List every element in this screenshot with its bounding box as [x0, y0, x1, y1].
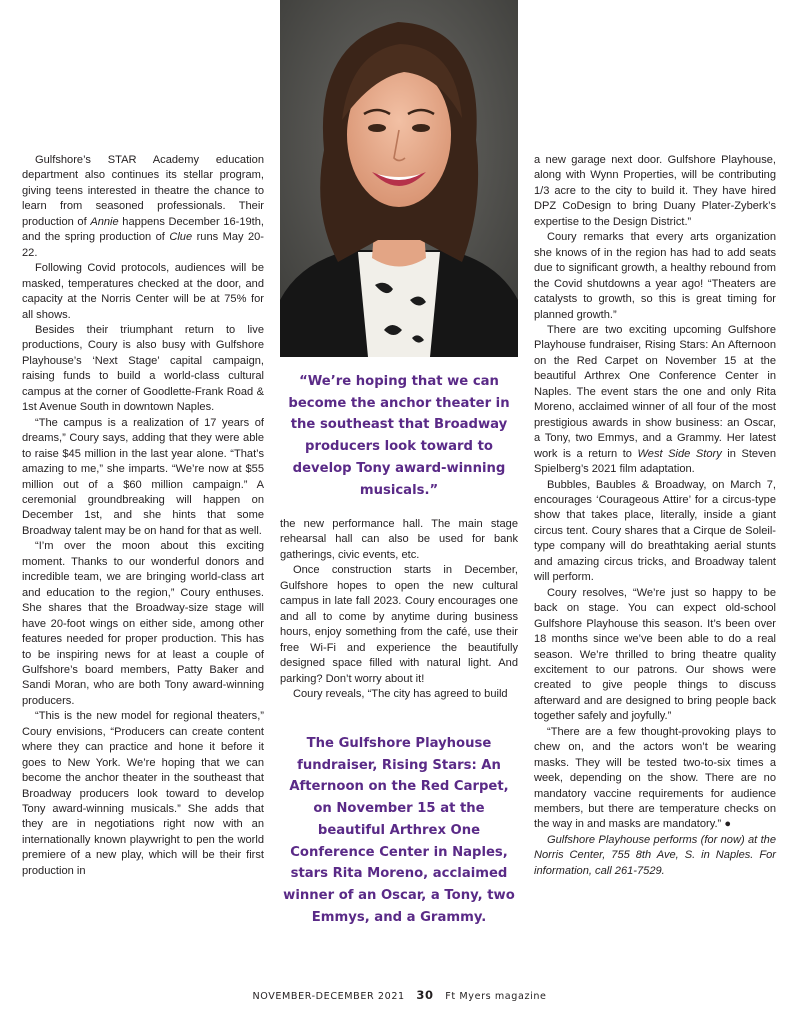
paragraph: There are two exciting upcoming Gulfshore Playhouse fundraiser, Rising Stars: An Afternoon on the Red Carpet on November 15 at the beautiful Arthrex One Conference Center in Naples. The event stars the one and only Rita Moreno, acclaimed winner of all four of the most prestigious awards in show business: an Oscar, a Tony, two Emmys, and a Grammy. Her latest work is a return to West Side Story in Steven Spielberg’s 2021 film adaptation. [534, 323, 776, 476]
issue-date: NOVEMBER-DECEMBER 2021 [252, 991, 405, 1002]
column-1 [22, 153, 264, 879]
paragraph: “The campus is a realization of 17 years of dreams,” Coury says, adding that they were able to raise $45 million in the last year alone. “That’s amazing to me,” she imparts. “We’re now at $55 million out of a $60 million campaign.” A ceremonial groundbreaking will happen on December 1st, and she hints that some Broadway talent may be on hand for that as well. [22, 416, 264, 537]
pull-quote: “We’re hoping that we can become the anchor theater in the southeast that Broadway producers look toward to develop Tony award-winning musicals.” [288, 374, 510, 498]
closing-note: Gulfshore Playhouse performs (for now) at the Norris Center, 755 8th Ave, S. in Naples. For information, call 261-7529. [534, 833, 776, 877]
paragraph: Coury resolves, “We’re just so happy to be back on stage. You can expect old-school Gulfshore Playhouse this season. It’s been over 18 months since we’ve been able to do a real season. We’re thrilled to bring theatre quality excitement to our patrons. Our shows were created to give people things to discuss afterward and are designed to bring people back together safely and joyfully.” [534, 586, 776, 723]
portrait-illustration [280, 0, 518, 357]
paragraph: “I’m over the moon about this exciting moment. Thanks to our wonderful donors and incredible team, we are bringing world-class art and education to the region,” Coury enthuses. She shares that the Broadway-size stage will have 20-foot wings on either side, among other features needed for proper production. This has to be inspiring news for at least a couple of Gulfshore’s board members, Patty Baker and Sandi Moran, who are both Tony award-winning producers. [22, 540, 264, 707]
column-3 [534, 153, 776, 879]
paragraph: the new performance hall. The main stage rehearsal hall can also be used for bank gatherings, civic events, etc. [280, 518, 518, 561]
end-mark-icon: ● [724, 818, 732, 831]
column-2 [280, 517, 518, 702]
paragraph: Following Covid protocols, audiences will be masked, temperatures checked at the door, and capacity at the Norris Center will be at 75% for all shows. [22, 262, 264, 321]
paragraph: Bubbles, Baubles & Broadway, on March 7, encourages ‘Courageous Attire’ for a circus-type show that takes place, literally, inside a giant circus tent. Coury shares that a Cirque de Soleil-type company will do breathtaking aerial stunts and amazing circus tricks, and Broadway talent will perform. [534, 478, 776, 584]
paragraph: Once construction starts in December, Gulfshore hopes to open the new cultural campus in late fall 2023. Coury encourages one and all to come by anytime during business hours, enjoy something from the café, use their free Wi-Fi and experience the beautifully designed space filled with natural light. And parking? Don’t worry about it! [280, 564, 518, 685]
page-number: 30 [416, 988, 434, 1002]
paragraph: a new garage next door. Gulfshore Playhouse, along with Wynn Properties, will be contributing 1/3 acre to the city to build it. They have hired DPZ CoDesign to bring Duany Plater-Zyberk’s expertise to the Design District.” [534, 154, 776, 228]
portrait-photo [280, 0, 518, 357]
page-footer [0, 988, 799, 1002]
magazine-name: Ft Myers magazine [445, 991, 547, 1002]
paragraph: Coury remarks that every arts organization she knows of in the region has had to add seats due to significant growth, a healthy rebound from the Covid shutdowns a year ago! “Theaters are catalysts to growth, so this is great timing for planned growth.” [534, 231, 776, 321]
paragraph: Coury reveals, “The city has agreed to build [293, 687, 508, 700]
pull-quote-event: The Gulfshore Playhouse fundraiser, Rising Stars: An Afternoon on the Red Carpet, on November 15 at the beautiful Arthrex One Conference Center in Naples, stars Rita Moreno, acclaimed winner of an Oscar, a Tony, two Emmys, and a Grammy. [283, 736, 515, 925]
paragraph: Gulfshore’s STAR Academy education department also continues its stellar program, giving teens interested in theatre the chance to learn from seasoned professionals. Their production of Annie happens December 16-19th, and the spring production of Clue runs May 20-22. [22, 154, 264, 259]
paragraph: Besides their triumphant return to live productions, Coury is also busy with Gulfshore Playhouse’s ‘Next Stage’ capital campaign, raising funds to build a world-class cultural campus at the corner of Goodlette-Frank Road & 1st Avenue South in downtown Naples. [22, 323, 264, 414]
paragraph: “This is the new model for regional theaters,” Coury envisions, “Producers can create content where they can practice and hone it before it goes to New York. We’re hoping that we can become the anchor theater in the southeast that Broadway producers look toward to develop Tony award-winning musicals.” She adds that they are in negotiations right now with an internationally known playwright to pen the world premiere of a new play, which will be their first production in [22, 710, 264, 877]
paragraph: “There are a few thought-provoking plays to chew on, and the actors won’t be wearing masks. They will be tested two-to-six times a week, depending on the show. There are no mandatory vaccine requirements for audience members, but there are temperature checks on the way in and masks are mandatory.” ● [534, 725, 776, 831]
